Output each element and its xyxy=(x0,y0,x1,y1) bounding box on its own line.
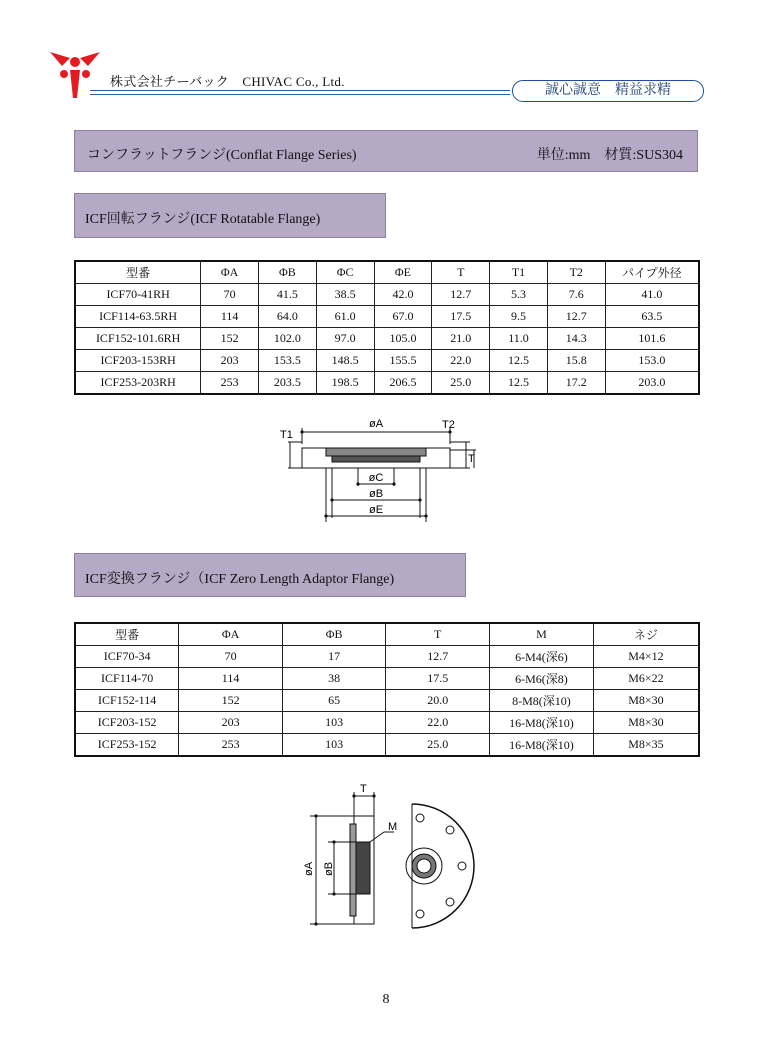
header-cell: パイプ外径 xyxy=(605,261,699,284)
table-cell: ICF70-34 xyxy=(75,646,179,668)
table-cell: 206.5 xyxy=(374,372,432,395)
table-row xyxy=(75,646,699,668)
table-cell: 152 xyxy=(201,328,259,350)
table-cell: 105.0 xyxy=(374,328,432,350)
table-cell: M8×30 xyxy=(593,690,699,712)
table-cell: M8×35 xyxy=(593,734,699,757)
table-cell: 67.0 xyxy=(374,306,432,328)
section-title-adaptor xyxy=(74,553,466,597)
table-cell: 17.2 xyxy=(547,372,605,395)
page-number: 8 xyxy=(382,992,390,1007)
header-rule xyxy=(90,90,510,91)
header-cell: ΦB xyxy=(258,261,316,284)
table-cell: ICF114-70 xyxy=(75,668,179,690)
table-cell: ICF114-63.5RH xyxy=(75,306,201,328)
table-cell: 103 xyxy=(282,712,386,734)
table-cell: 203 xyxy=(201,350,259,372)
table-header-row xyxy=(75,261,699,284)
header-cell: T xyxy=(386,623,490,646)
table-cell: 25.0 xyxy=(432,372,490,395)
table-row xyxy=(75,712,699,734)
table-cell: 203.0 xyxy=(605,372,699,395)
header-cell: ΦA xyxy=(201,261,259,284)
header-cell: T1 xyxy=(490,261,548,284)
table-cell: 41.0 xyxy=(605,284,699,306)
table-row xyxy=(75,372,699,395)
table-cell: 17 xyxy=(282,646,386,668)
header-cell: ΦB xyxy=(282,623,386,646)
table-cell: 97.0 xyxy=(316,328,374,350)
table-row xyxy=(75,306,699,328)
table-cell: ICF253-152 xyxy=(75,734,179,757)
table-cell: 38.5 xyxy=(316,284,374,306)
company-logo xyxy=(48,44,102,100)
table-cell: M4×12 xyxy=(593,646,699,668)
table-cell: 198.5 xyxy=(316,372,374,395)
table-row xyxy=(75,734,699,757)
dim-label-m: M xyxy=(388,821,398,833)
header-cell: ΦA xyxy=(179,623,283,646)
table-cell: 5.3 xyxy=(490,284,548,306)
table-cell: ICF152-101.6RH xyxy=(75,328,201,350)
table-cell: 114 xyxy=(201,306,259,328)
dim-label-a: øA xyxy=(368,418,384,430)
table-cell: 103 xyxy=(282,734,386,757)
table-cell: 25.0 xyxy=(386,734,490,757)
series-title-bar xyxy=(74,130,698,172)
header-cell: M xyxy=(490,623,594,646)
table-cell: 203 xyxy=(179,712,283,734)
table-cell: 64.0 xyxy=(258,306,316,328)
dim-label-t2: T2 xyxy=(442,419,455,431)
table-cell: 7.6 xyxy=(547,284,605,306)
table-cell: 153.0 xyxy=(605,350,699,372)
table-cell: 12.7 xyxy=(547,306,605,328)
table-cell: 14.3 xyxy=(547,328,605,350)
table-cell: 102.0 xyxy=(258,328,316,350)
table-cell: 203.5 xyxy=(258,372,316,395)
table-cell: 153.5 xyxy=(258,350,316,372)
table-cell: 15.8 xyxy=(547,350,605,372)
rotatable-flange-diagram xyxy=(270,410,490,530)
table-cell: M6×22 xyxy=(593,668,699,690)
section-title-rotatable xyxy=(74,193,386,238)
section-title-adaptor-text: ICF変換フランジ（ICF Zero Length Adaptor Flange) xyxy=(85,572,395,587)
table-cell: 6-M6(深8) xyxy=(490,668,594,690)
table-cell: ICF70-41RH xyxy=(75,284,201,306)
table-row xyxy=(75,328,699,350)
table-cell: 6-M4(深6) xyxy=(490,646,594,668)
table-cell: 11.0 xyxy=(490,328,548,350)
table-row xyxy=(75,690,699,712)
table-cell: ICF253-203RH xyxy=(75,372,201,395)
header-cell: T2 xyxy=(547,261,605,284)
header-cell: 型番 xyxy=(75,261,201,284)
company-name: 株式会社チーバック CHIVAC Co., Ltd. xyxy=(110,74,345,89)
table-cell: 12.5 xyxy=(490,372,548,395)
table-cell: ICF203-153RH xyxy=(75,350,201,372)
dim-label-e: øE xyxy=(368,504,384,516)
dim-label-t: T xyxy=(468,453,475,465)
table-cell: 8-M8(深10) xyxy=(490,690,594,712)
dim-label-a: øA xyxy=(303,861,315,876)
table-cell: 16-M8(深10) xyxy=(490,734,594,757)
table-cell: 17.5 xyxy=(386,668,490,690)
table-cell: M8×30 xyxy=(593,712,699,734)
table-cell: 22.0 xyxy=(386,712,490,734)
header-cell: T xyxy=(432,261,490,284)
table-cell: 41.5 xyxy=(258,284,316,306)
table-cell: ICF203-152 xyxy=(75,712,179,734)
table-cell: 17.5 xyxy=(432,306,490,328)
table-cell: ICF152-114 xyxy=(75,690,179,712)
table-row xyxy=(75,350,699,372)
table-cell: 114 xyxy=(179,668,283,690)
units-material: 単位:mm 材質:SUS304 xyxy=(536,148,683,163)
table-cell: 65 xyxy=(282,690,386,712)
table-cell: 21.0 xyxy=(432,328,490,350)
table-cell: 253 xyxy=(179,734,283,757)
table-cell: 16-M8(深10) xyxy=(490,712,594,734)
table-cell: 253 xyxy=(201,372,259,395)
adaptor-flange-table xyxy=(74,622,700,757)
table-cell: 20.0 xyxy=(386,690,490,712)
dim-label-b: øB xyxy=(368,488,384,500)
table-cell: 70 xyxy=(201,284,259,306)
table-row xyxy=(75,668,699,690)
table-cell: 63.5 xyxy=(605,306,699,328)
table-cell: 152 xyxy=(179,690,283,712)
header-rule-2 xyxy=(90,94,510,95)
dim-label-b: øB xyxy=(323,861,335,876)
dim-label-t: T xyxy=(360,783,367,795)
table-cell: 12.5 xyxy=(490,350,548,372)
header-cell: ΦC xyxy=(316,261,374,284)
header-cell: 型番 xyxy=(75,623,179,646)
table-cell: 22.0 xyxy=(432,350,490,372)
table-cell: 61.0 xyxy=(316,306,374,328)
rotatable-flange-table xyxy=(74,260,700,395)
table-header-row xyxy=(75,623,699,646)
table-cell: 155.5 xyxy=(374,350,432,372)
table-cell: 70 xyxy=(179,646,283,668)
table-cell: 12.7 xyxy=(432,284,490,306)
header-cell: ΦE xyxy=(374,261,432,284)
table-cell: 38 xyxy=(282,668,386,690)
table-cell: 9.5 xyxy=(490,306,548,328)
motto-badge: 誠心誠意 精益求精 xyxy=(512,80,704,102)
section-title-rotatable-text: ICF回転フランジ(ICF Rotatable Flange) xyxy=(85,212,321,227)
header-cell: ネジ xyxy=(593,623,699,646)
table-cell: 148.5 xyxy=(316,350,374,372)
table-cell: 42.0 xyxy=(374,284,432,306)
adaptor-flange-diagram xyxy=(300,782,490,932)
table-cell: 101.6 xyxy=(605,328,699,350)
dim-label-c: øC xyxy=(368,472,384,484)
series-title: コンフラットフランジ(Conflat Flange Series) xyxy=(87,148,357,163)
table-cell: 12.7 xyxy=(386,646,490,668)
table-row xyxy=(75,284,699,306)
dim-label-t1: T1 xyxy=(280,429,293,441)
